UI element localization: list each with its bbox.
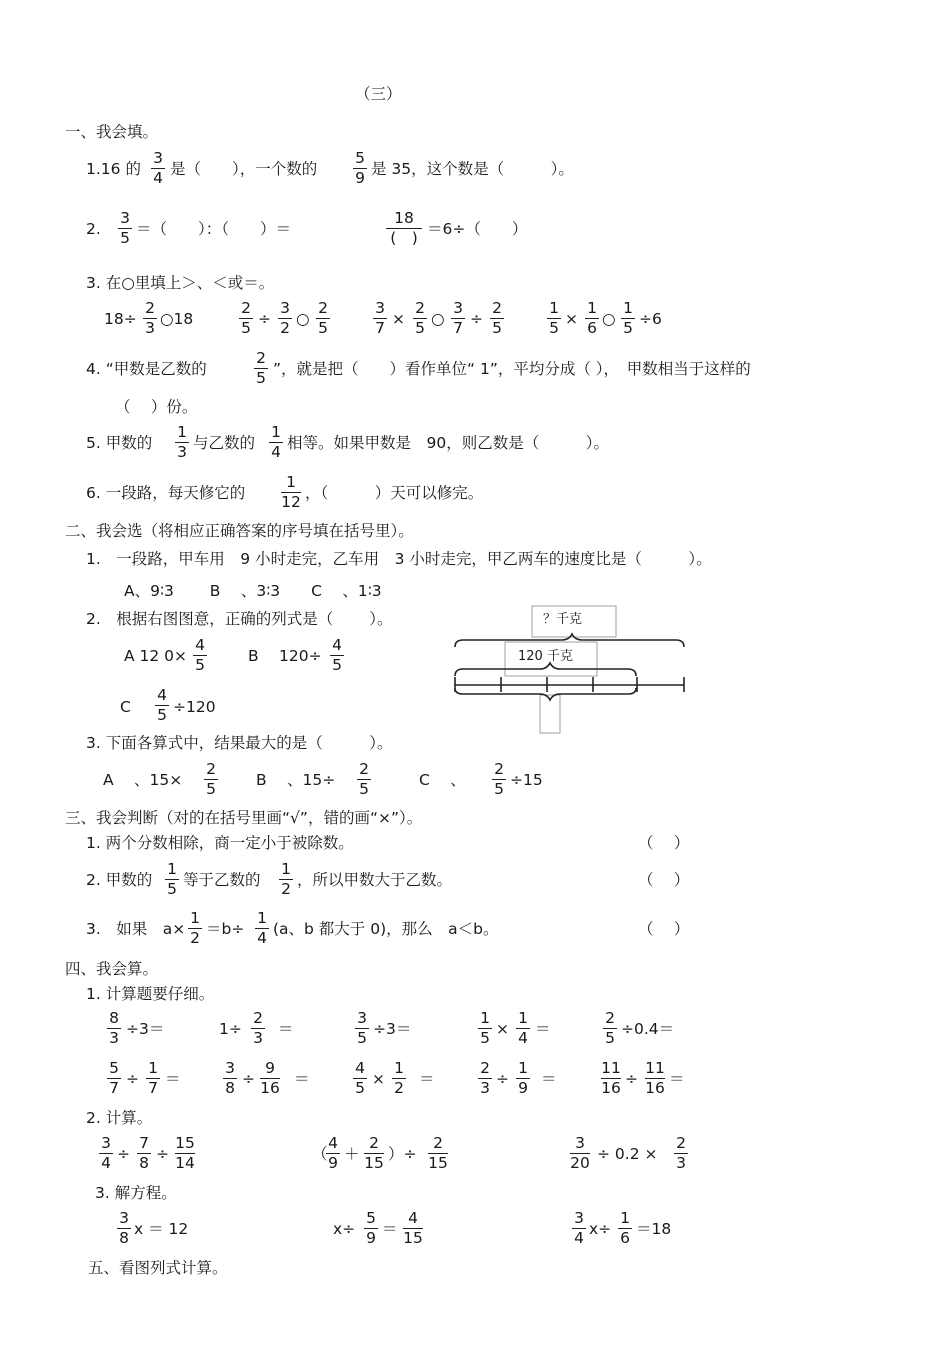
s3-q3-c: (a、b 都大于 0)，那么 a＜b。 (273, 920, 499, 938)
fraction: 3 2 (276, 299, 294, 338)
s2-q2-optA: A 12 0× (124, 647, 188, 665)
fraction: 2 15 (428, 1134, 448, 1172)
fraction: 5 7 (105, 1059, 123, 1098)
op: ÷3＝ (373, 1020, 412, 1038)
fraction: 1 4 (253, 909, 271, 948)
op: ÷3＝ (126, 1020, 165, 1038)
op: ＋ (344, 1145, 360, 1163)
fraction: 3 8 (221, 1059, 239, 1098)
op: ＝ (541, 1070, 557, 1088)
fraction: 1 12 (281, 473, 301, 511)
fraction: 3 7 (449, 299, 467, 338)
op: ＝ (535, 1020, 551, 1038)
op: 1÷ (219, 1020, 242, 1038)
circle: ○ (431, 310, 445, 328)
s2-q3-C-tail: ÷15 (510, 771, 543, 789)
fraction: 3 7 (371, 299, 389, 338)
fraction: 8 3 (105, 1009, 123, 1048)
s1-q6-a: 6. 一段路，每天修它的 (86, 484, 246, 502)
s2-q2-optC-tail: ÷120 (173, 698, 216, 716)
op: ＝ (294, 1070, 310, 1088)
op: ＝ (669, 1070, 685, 1088)
fraction: 3 8 (115, 1209, 133, 1248)
op: （ (312, 1145, 328, 1163)
fraction: 2 5 (314, 299, 332, 338)
s2-q2-optC: C (120, 698, 131, 716)
s2-q3-C: C 、 (419, 771, 466, 789)
fraction: 18 ( ) (384, 209, 424, 248)
op: ÷ (156, 1145, 169, 1163)
fraction: 2 5 (411, 299, 429, 338)
fraction: 1 2 (277, 860, 295, 899)
page-title: （三） (355, 85, 402, 103)
fraction: 1 5 (619, 299, 637, 338)
fraction: 5 9 (362, 1209, 380, 1248)
fraction: 2 5 (601, 1009, 619, 1048)
s1-q5-b: 与乙数的 (193, 434, 256, 452)
diagram-label-total: ？千克 (543, 612, 583, 627)
fraction: 1 5 (163, 860, 181, 899)
s3-q2-paren: （ ） (638, 871, 690, 889)
s1-q3-item1-b: ○18 (160, 310, 194, 328)
op: ÷0.4＝ (621, 1020, 675, 1038)
s1-q1-b: 是（ ），一个数的 (170, 160, 318, 178)
s1-q2-b: ＝（ ）：（ ）＝ (136, 220, 292, 238)
fraction: 3 4 (149, 149, 167, 188)
s1-q1-c: 是 35，这个数是（ ）。 (371, 160, 574, 178)
fraction: 4 5 (153, 686, 171, 725)
fraction: 3 4 (97, 1134, 115, 1173)
op: x÷ (589, 1220, 612, 1238)
brace-bottom (455, 688, 636, 700)
fraction: 2 5 (202, 760, 220, 799)
fraction: 2 15 (364, 1134, 384, 1172)
s1-q1-a: 1.16 的 (86, 160, 141, 178)
s4-sub1: 1. 计算题要仔细。 (86, 985, 215, 1003)
section-1-heading: 一、我会填。 (65, 123, 159, 141)
op: × (392, 310, 405, 328)
section-3-heading: 三、我会判断（对的在括号里画“√”，错的画“×”）。 (65, 809, 423, 827)
s4-sub2: 2. 计算。 (86, 1109, 153, 1127)
op: × (372, 1070, 385, 1088)
op: ＝ (419, 1070, 435, 1088)
fraction: 2 3 (141, 299, 159, 338)
fraction: 15 14 (175, 1134, 195, 1172)
fraction: 1 9 (514, 1059, 532, 1098)
op: × (565, 310, 578, 328)
fraction: 2 5 (488, 299, 506, 338)
op: ＝ (382, 1220, 398, 1238)
fraction: 1 4 (267, 423, 285, 462)
s1-q5-c: 相等。如果甲数是 90，则乙数是（ ）。 (287, 434, 609, 452)
fraction: 2 5 (237, 299, 255, 338)
fraction: 4 5 (351, 1059, 369, 1098)
fraction: 1 5 (476, 1009, 494, 1048)
op: × (496, 1020, 509, 1038)
fraction: 1 6 (616, 1209, 634, 1248)
fraction: 2 3 (672, 1134, 690, 1173)
op: ÷ (126, 1070, 139, 1088)
fraction: 1 4 (514, 1009, 532, 1048)
s1-q4-c: （ ）份。 (115, 398, 198, 416)
s1-q3-item1-a: 18÷ (104, 310, 137, 328)
fraction: 4 15 (403, 1209, 423, 1247)
s2-q1: 1. 一段路，甲车用 9 小时走完，乙车用 3 小时走完，甲乙两车的速度比是（ ）。 (86, 550, 712, 568)
fraction: 2 5 (252, 349, 270, 388)
fraction: 3 4 (570, 1209, 588, 1248)
fraction: 2 3 (476, 1059, 494, 1098)
s2-q2-optB: B 120÷ (248, 647, 322, 665)
fraction: 2 5 (355, 760, 373, 799)
s4-sub3: 3. 解方程。 (95, 1184, 177, 1202)
fraction: 4 5 (328, 636, 346, 675)
fraction: 3 5 (116, 209, 134, 248)
s1-q5-a: 5. 甲数的 (86, 434, 153, 452)
s2-q3-A: A 、15× (103, 771, 183, 789)
op: ÷ (496, 1070, 509, 1088)
s3-q1: 1. 两个分数相除，商一定小于被除数。 (86, 834, 354, 852)
op: ÷ (470, 310, 483, 328)
fraction: 1 7 (144, 1059, 162, 1098)
s2-q1-options: A、9∶3 B 、3∶3 C 、1∶3 (124, 582, 382, 600)
s1-q6-b: ，（ ）天可以修完。 (305, 484, 484, 502)
op: ÷ 0.2 × (597, 1145, 658, 1163)
section-5-heading: 五、看图列式计算。 (88, 1259, 228, 1277)
fraction: 4 5 (191, 636, 209, 675)
fraction: 7 8 (135, 1134, 153, 1173)
op: x÷ (333, 1220, 356, 1238)
fraction: 4 9 (324, 1134, 342, 1173)
s3-q3-paren: （ ） (638, 920, 690, 938)
fraction: 11 16 (601, 1059, 621, 1097)
op: ÷ (258, 310, 271, 328)
s3-q2-c: ，所以甲数大于乙数。 (297, 871, 453, 889)
circle: ○ (602, 310, 616, 328)
fraction: 1 5 (545, 299, 563, 338)
op: ）÷ (388, 1145, 417, 1163)
section-2-heading: 二、我会选（将相应正确答案的序号填在括号里）。 (65, 522, 414, 540)
fraction: 3 5 (353, 1009, 371, 1048)
op: x ＝ 12 (134, 1220, 189, 1238)
fraction: 2 3 (249, 1009, 267, 1048)
s3-q1-paren: （ ） (638, 834, 690, 852)
s3-q3-a: 3. 如果 a× (86, 920, 186, 938)
op: ＝ (278, 1020, 294, 1038)
op: ÷ (242, 1070, 255, 1088)
circle: ○ (296, 310, 310, 328)
op: ＝18 (636, 1220, 672, 1238)
s1-q3-lead: 3. 在○里填上＞、＜或＝。 (86, 274, 275, 292)
diagram-label-part: 120 千克 (518, 649, 573, 664)
op: ÷ (117, 1145, 130, 1163)
s3-q2-a: 2. 甲数的 (86, 871, 153, 889)
s1-q4-b: ”，就是把（ ）看作单位“ 1”，平均分成（ ）， 甲数相当于这样的 (273, 360, 751, 378)
fraction: 11 16 (645, 1059, 665, 1097)
fraction: 1 6 (583, 299, 601, 338)
fraction: 1 2 (186, 909, 204, 948)
fraction: 1 2 (390, 1059, 408, 1098)
section-4-heading: 四、我会算。 (65, 960, 159, 978)
brace-top (455, 634, 684, 647)
s2-q3-B: B 、15÷ (256, 771, 336, 789)
s1-q4-a: 4. “甲数是乙数的 (86, 360, 207, 378)
fraction: 2 5 (490, 760, 508, 799)
s1-q2-a: 2. (86, 220, 101, 238)
op: ÷ (625, 1070, 638, 1088)
s3-q3-b: ＝b÷ (206, 920, 245, 938)
op: ＝ (165, 1070, 181, 1088)
fraction: 9 16 (260, 1059, 280, 1097)
fraction: 5 9 (351, 149, 369, 188)
s2-q3: 3. 下面各算式中，结果最大的是（ ）。 (86, 734, 393, 752)
fraction: 3 20 (570, 1134, 590, 1172)
op: ÷6 (639, 310, 662, 328)
s2-q2: 2. 根据右图图意，正确的列式是（ ）。 (86, 610, 393, 628)
s3-q2-b: 等于乙数的 (183, 871, 261, 889)
fraction: 1 3 (173, 423, 191, 462)
s1-q2-c: ＝6÷（ ） (427, 220, 528, 238)
